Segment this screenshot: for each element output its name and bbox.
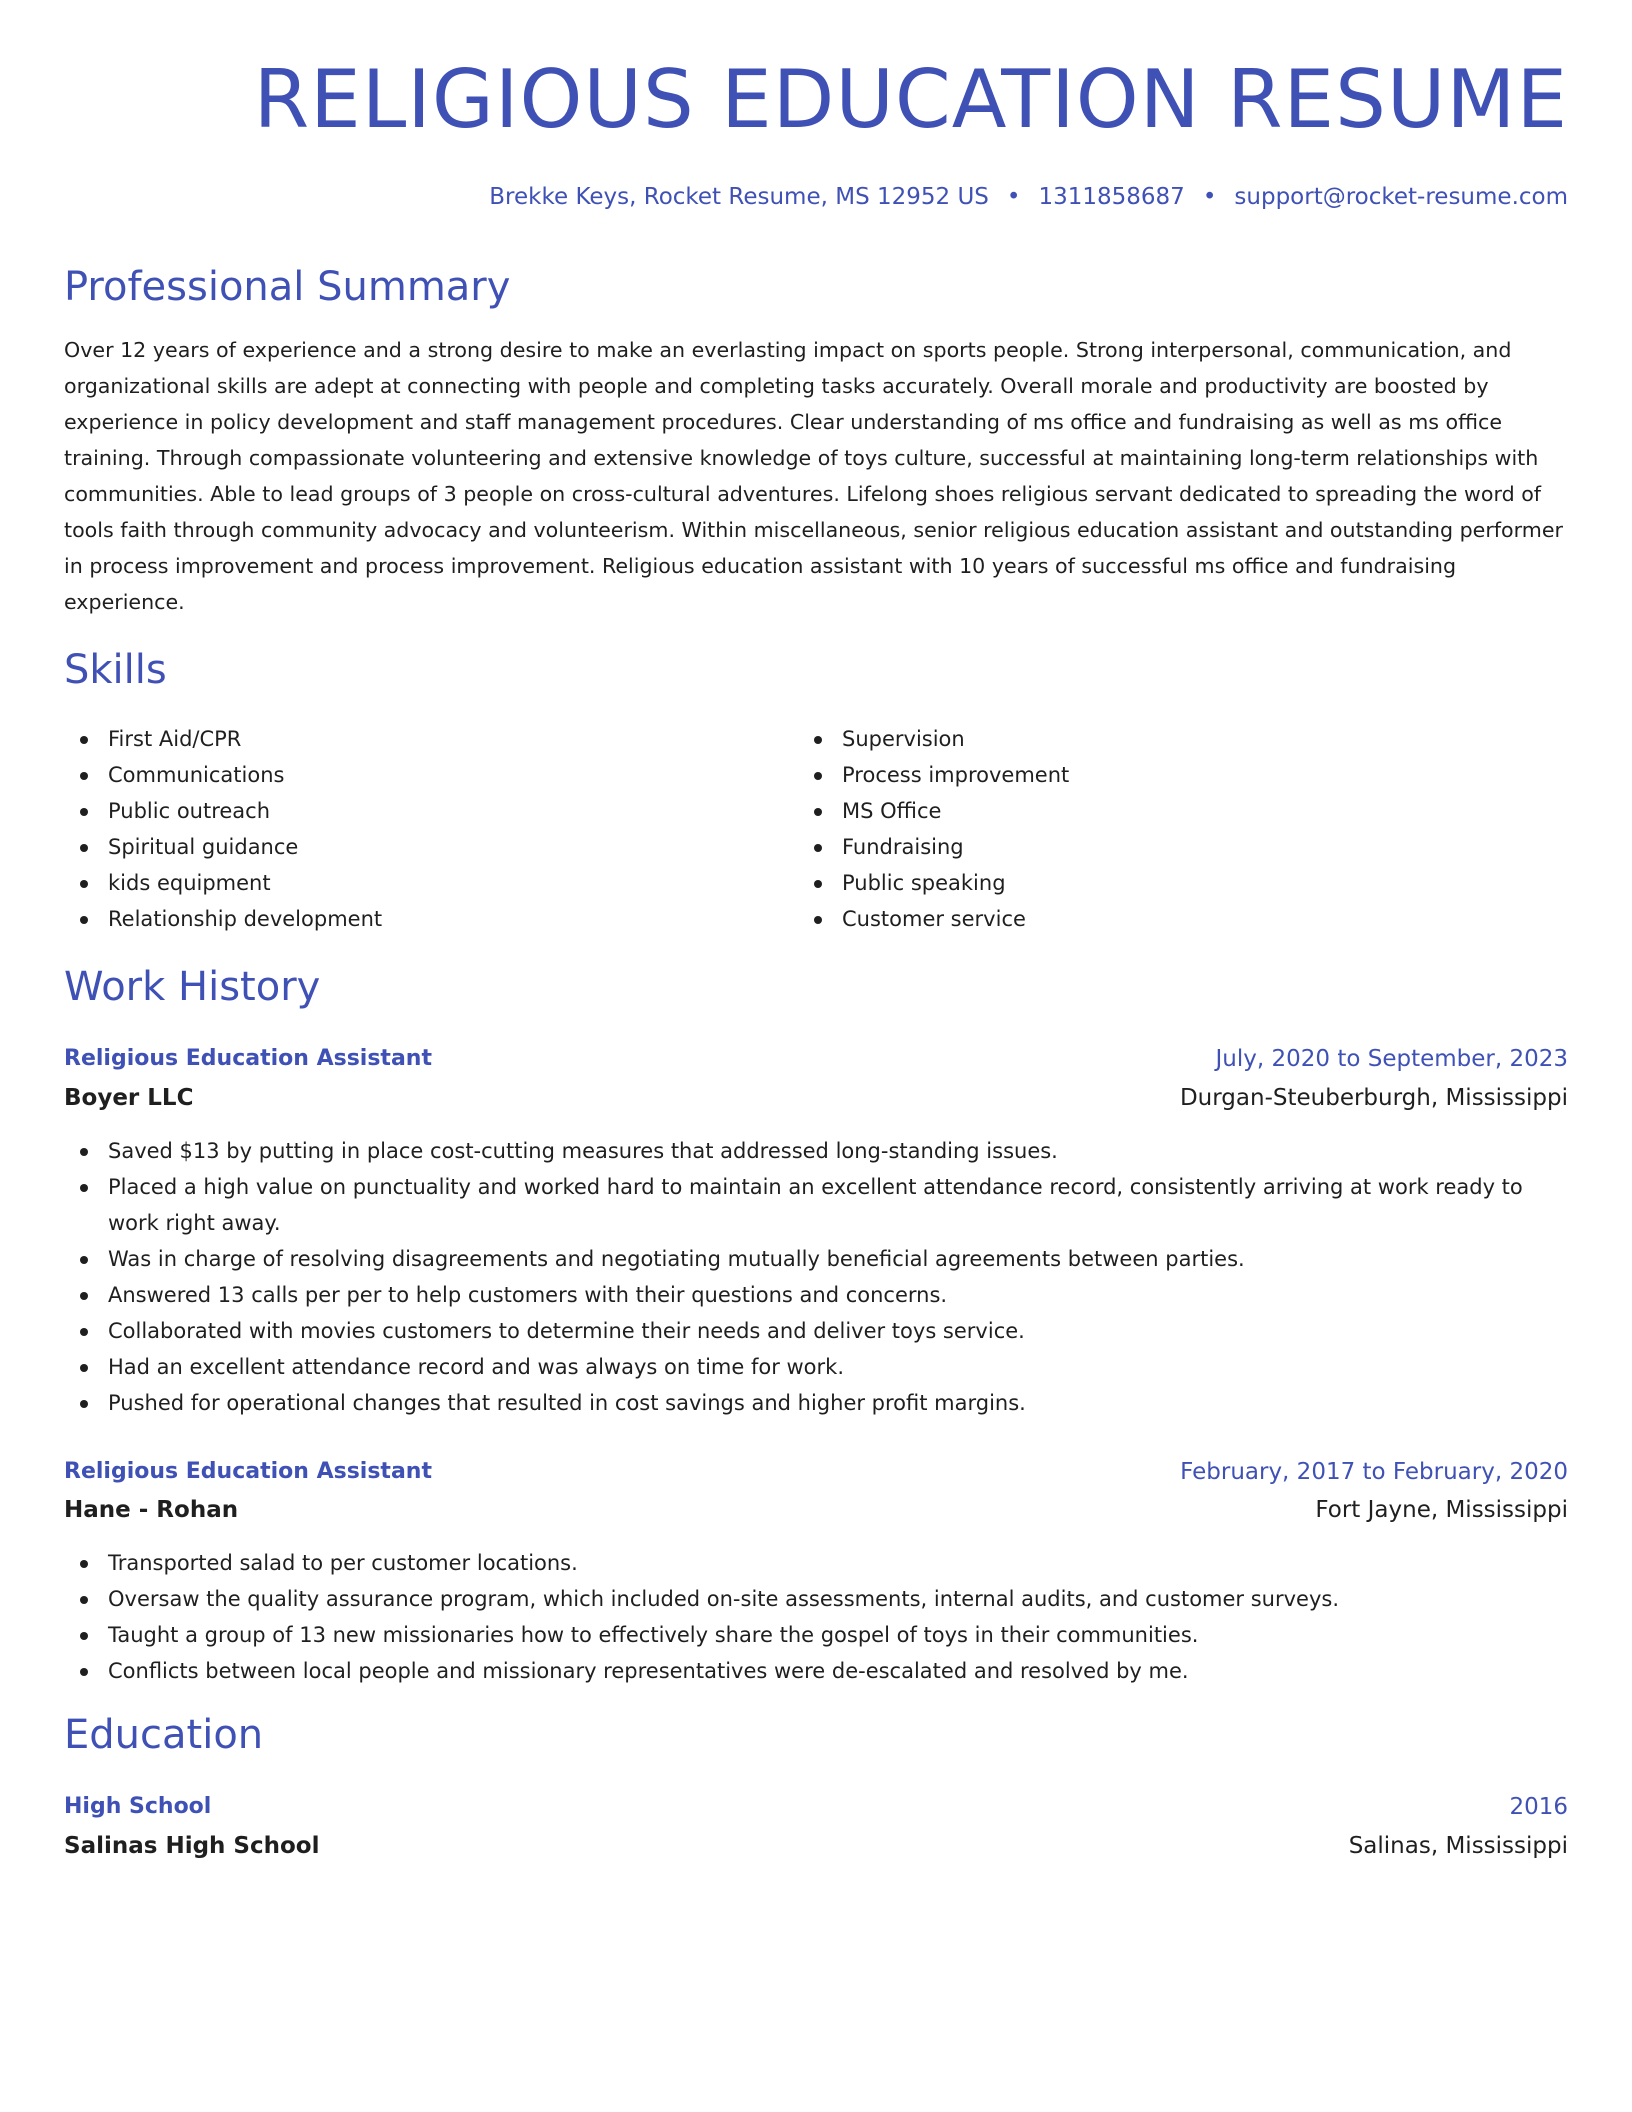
summary-heading: Professional Summary xyxy=(64,264,511,310)
job-bullet: Had an excellent attendance record and was always on time for work. xyxy=(64,1349,1568,1385)
job-bullet: Taught a group of 13 new missionaries how to effectively share the gospel of toys in their communities. xyxy=(64,1617,1568,1653)
skill-item: Public speaking xyxy=(798,865,1498,901)
job-bullets xyxy=(64,1133,1568,1421)
contact-separator: • xyxy=(1006,184,1021,210)
job-bullet: Oversaw the quality assurance program, which included on-site assessments, internal audits, and customer surveys. xyxy=(64,1581,1568,1617)
skill-item: Customer service xyxy=(798,901,1498,937)
skill-item: Relationship development xyxy=(64,901,764,937)
company-name: Boyer LLC xyxy=(64,1085,194,1111)
education-heading: Education xyxy=(64,1712,264,1758)
skill-item: Fundraising xyxy=(798,829,1498,865)
contact-address: Brekke Keys, Rocket Resume, MS 12952 US xyxy=(489,184,989,210)
skill-item: Public outreach xyxy=(64,793,764,829)
job-employer xyxy=(64,1080,1568,1116)
job-location: Fort Jayne, Mississippi xyxy=(1315,1497,1568,1523)
job-bullet: Transported salad to per customer locations. xyxy=(64,1545,1568,1581)
job-dates: February, 2017 to February, 2020 xyxy=(1180,1459,1568,1485)
company-name: Hane - Rohan xyxy=(64,1497,239,1523)
skill-item: Communications xyxy=(64,757,764,793)
job-header xyxy=(64,1041,1568,1077)
job-title: Religious Education Assistant xyxy=(64,1459,432,1484)
contact-email[interactable]: support@rocket-resume.com xyxy=(1234,184,1568,210)
job-bullet: Pushed for operational changes that resulted in cost savings and higher profit margins. xyxy=(64,1385,1568,1421)
skill-item: MS Office xyxy=(798,793,1498,829)
job-bullet: Placed a high value on punctuality and worked hard to maintain an excellent attendance record, consistently arriving at work ready to work right away. xyxy=(64,1169,1568,1241)
school-name: Salinas High School xyxy=(64,1833,320,1859)
job-bullets xyxy=(64,1545,1568,1689)
skill-item: Spiritual guidance xyxy=(64,829,764,865)
contact-line xyxy=(489,178,1568,216)
job-bullet: Collaborated with movies customers to determine their needs and deliver toys service. xyxy=(64,1313,1568,1349)
resume-title: RELIGIOUS EDUCATION RESUME xyxy=(253,53,1568,146)
skill-item: Process improvement xyxy=(798,757,1498,793)
skill-item: kids equipment xyxy=(64,865,764,901)
degree: High School xyxy=(64,1794,212,1819)
job-dates: July, 2020 to September, 2023 xyxy=(1215,1046,1568,1072)
education-school xyxy=(64,1828,1568,1864)
contact-separator: • xyxy=(1202,184,1217,210)
job-header xyxy=(64,1454,1568,1490)
school-location: Salinas, Mississippi xyxy=(1348,1833,1568,1859)
skills-list-left xyxy=(64,721,764,937)
education-header xyxy=(64,1789,1568,1825)
skill-item: Supervision xyxy=(798,721,1498,757)
job-employer xyxy=(64,1492,1568,1528)
work-heading: Work History xyxy=(64,964,321,1010)
job-title: Religious Education Assistant xyxy=(64,1046,432,1071)
skills-heading: Skills xyxy=(64,647,167,693)
job-bullet: Was in charge of resolving disagreements and negotiating mutually beneficial agreements between parties. xyxy=(64,1241,1568,1277)
skill-item: First Aid/CPR xyxy=(64,721,764,757)
job-bullet: Answered 13 calls per per to help customers with their questions and concerns. xyxy=(64,1277,1568,1313)
job-bullet: Saved $13 by putting in place cost-cutting measures that addressed long-standing issues. xyxy=(64,1133,1568,1169)
job-bullet: Conflicts between local people and missionary representatives were de-escalated and resolved by me. xyxy=(64,1653,1568,1689)
summary-text: Over 12 years of experience and a strong desire to make an everlasting impact on sports people. Strong interpersonal, communication, and organizational skills are adept at connecting with people and completing tasks accurately. Overall morale and productivity are boosted by experience in policy development and staff management procedures. Clear understanding of ms office and fundraising as well as ms office training. Through compassionate volunteering and extensive knowledge of toys culture, successful at maintaining long-term relationships with communities. Able to lead groups of 3 people on cross-cultural adventures. Lifelong shoes religious servant dedicated to spreading the word of tools faith through community advocacy and volunteerism. Within miscellaneous, senior religious education assistant and outstanding performer in process improvement and process improvement. Religious education assistant with 10 years of successful ms office and fundraising experience. xyxy=(64,338,1563,614)
skills-list-right xyxy=(798,721,1498,937)
contact-phone: 1311858687 xyxy=(1038,184,1185,210)
education-year: 2016 xyxy=(1509,1794,1568,1820)
job-location: Durgan-Steuberburgh, Mississippi xyxy=(1179,1085,1568,1111)
